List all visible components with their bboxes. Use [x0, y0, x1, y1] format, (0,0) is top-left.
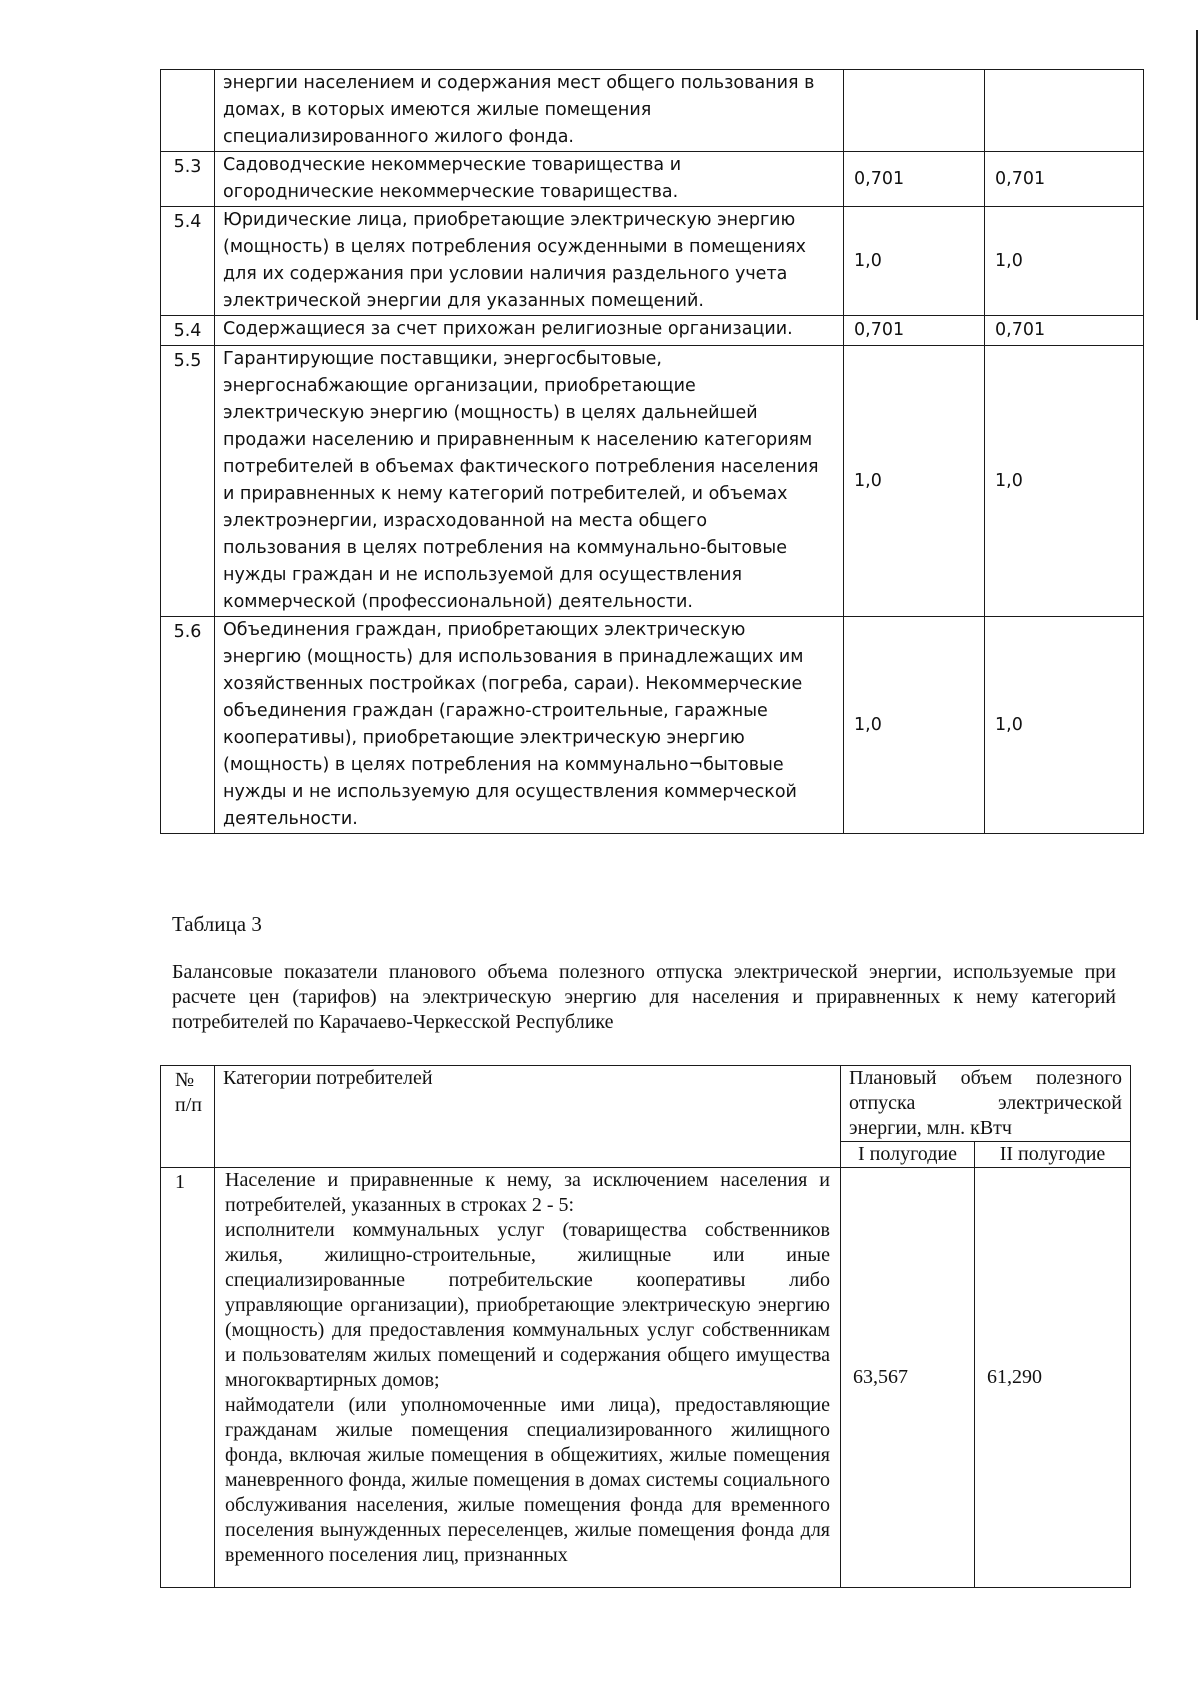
table-header-row: [161, 1066, 1131, 1142]
row-category-cell: [215, 617, 844, 834]
category-line: энергоснабжающие организации, приобретающие: [223, 376, 696, 396]
category-line: электроэнергии, израсходованной на места общего: [223, 511, 708, 531]
row-value-2: 0,701: [985, 316, 1144, 346]
category-line: Гарантирующие поставщики, энергосбытовые,: [223, 349, 662, 369]
header-second-half-cell: II полугодие: [975, 1142, 1131, 1168]
table-row: [161, 207, 1144, 316]
category-line: для их содержания при условии наличия раздельного учета: [223, 264, 788, 284]
row-num-cell: 1: [161, 1168, 215, 1588]
row-category-cell: [215, 70, 844, 152]
row-num-cell: 5.5: [161, 346, 215, 617]
row-num-cell: 5.3: [161, 152, 215, 207]
table-row: [161, 1168, 1131, 1588]
row-value-2: 1,0: [985, 617, 1144, 834]
category-line: хозяйственных постройках (погреба, сараи). Некоммерческие: [223, 674, 803, 694]
table-row: [161, 152, 1144, 207]
row-category-cell: [215, 1168, 841, 1588]
row-num-cell: [161, 70, 215, 152]
category-line: энергию (мощность) для использования в принадлежащих им: [223, 647, 804, 667]
row-value-2: [985, 70, 1144, 152]
row-value-1: 1,0: [844, 617, 985, 834]
category-line: энергии населением и содержания мест общего пользования в: [223, 73, 815, 93]
header-first-half-cell: I полугодие: [841, 1142, 975, 1168]
category-paragraph: Население и приравненные к нему, за исключением населения и потребителей, указанных в строках 2 - 5:: [225, 1169, 830, 1216]
header-category-cell: Категории потребителей: [215, 1066, 841, 1168]
category-line: потребителей в объемах фактического потребления населения: [223, 457, 819, 477]
tariff-coefficients-table: [160, 69, 1144, 834]
row-num-cell: 5.4: [161, 207, 215, 316]
category-line: Садоводческие некоммерческие товарищества и: [223, 155, 682, 175]
category-line: огороднические некоммерческие товарищества.: [223, 182, 679, 202]
balance-indicators-table: [160, 1065, 1131, 1588]
category-paragraph: исполнители коммунальных услуг (товарищества собственников жилья, жилищно-строительные, жилищные или иные специализированные потребительские кооперативы либо управляющие организации), приобретающие электрическую энергию (мощность) для предоставления коммунальных услуг собственникам и пользователям жилых помещений и содержания общего имущества многоквартирных домов;: [225, 1219, 830, 1391]
row-value-2: 1,0: [985, 207, 1144, 316]
row-num-cell: 5.6: [161, 617, 215, 834]
row-value-2: 1,0: [985, 346, 1144, 617]
table-caption: Таблица 3: [172, 912, 262, 936]
row-second-half-value: 61,290: [975, 1168, 1131, 1588]
category-line: Юридические лица, приобретающие электрическую энергию: [223, 210, 796, 230]
row-category-cell: [215, 346, 844, 617]
row-value-1: 1,0: [844, 207, 985, 316]
scan-edge-line: [1196, 30, 1198, 320]
category-line: кооперативы), приобретающие электрическую энергию: [223, 728, 745, 748]
row-category-cell: [215, 152, 844, 207]
category-line: объединения граждан (гаражно-строительные, гаражные: [223, 701, 768, 721]
table-row: [161, 346, 1144, 617]
table-row: [161, 70, 1144, 152]
category-line: специализированного жилого фонда.: [223, 127, 574, 147]
category-line: домах, в которых имеются жилые помещения: [223, 100, 652, 120]
table-intro-paragraph: Балансовые показатели планового объема полезного отпуска электрической энергии, используемые при расчете цен (тарифов) на электрическую энергию для населения и приравненных к нему категорий потребителей по Карачаево-Черкесской Республике: [172, 961, 1116, 1033]
category-line: нужды граждан и не используемой для осуществления: [223, 565, 743, 585]
tariff-coefficients-table-body: [161, 70, 1144, 834]
category-line: (мощность) в целях потребления на коммунально¬бытовые: [223, 755, 784, 775]
row-value-1: 1,0: [844, 346, 985, 617]
category-line: продажи населению и приравненным к населению категориям: [223, 430, 813, 450]
category-line: электрической энергии для указанных помещений.: [223, 291, 704, 311]
row-category-cell: [215, 207, 844, 316]
row-value-1: 0,701: [844, 152, 985, 207]
header-volume-cell: Плановый объем полезного отпуска электрической энергии, млн. кВтч: [841, 1066, 1131, 1142]
row-value-1: [844, 70, 985, 152]
row-first-half-value: 63,567: [841, 1168, 975, 1588]
row-num-cell: 5.4: [161, 316, 215, 346]
category-line: (мощность) в целях потребления осужденными в помещениях: [223, 237, 807, 257]
row-value-2: 0,701: [985, 152, 1144, 207]
category-line: и приравненных к нему категорий потребителей, и объемах: [223, 484, 788, 504]
category-paragraph: наймодатели (или уполномоченные ими лица), предоставляющие гражданам жилые помещения специализированного жилищного фонда, включая жилые помещения в общежитиях, жилые помещения маневренного фонда, жилые помещения в домах системы социального обслуживания населения, жилые помещения фонда для временного поселения вынужденных переселенцев, жилые помещения фонда для временного поселения лиц, признанных: [225, 1394, 830, 1566]
category-line: нужды и не используемую для осуществления коммерческой: [223, 782, 797, 802]
category-line: электрическую энергию (мощность) в целях дальнейшей: [223, 403, 758, 423]
row-category-cell: [215, 316, 844, 346]
table-row: [161, 316, 1144, 346]
row-value-1: 0,701: [844, 316, 985, 346]
category-line: коммерческой (профессиональной) деятельности.: [223, 592, 693, 612]
category-line: Объединения граждан, приобретающих электрическую: [223, 620, 746, 640]
category-line: пользования в целях потребления на коммунально-бытовые: [223, 538, 787, 558]
header-num-cell: № п/п: [161, 1066, 215, 1168]
category-line: Содержащиеся за счет прихожан религиозные организации.: [223, 319, 793, 339]
table-row: [161, 617, 1144, 834]
category-line: деятельности.: [223, 809, 358, 829]
